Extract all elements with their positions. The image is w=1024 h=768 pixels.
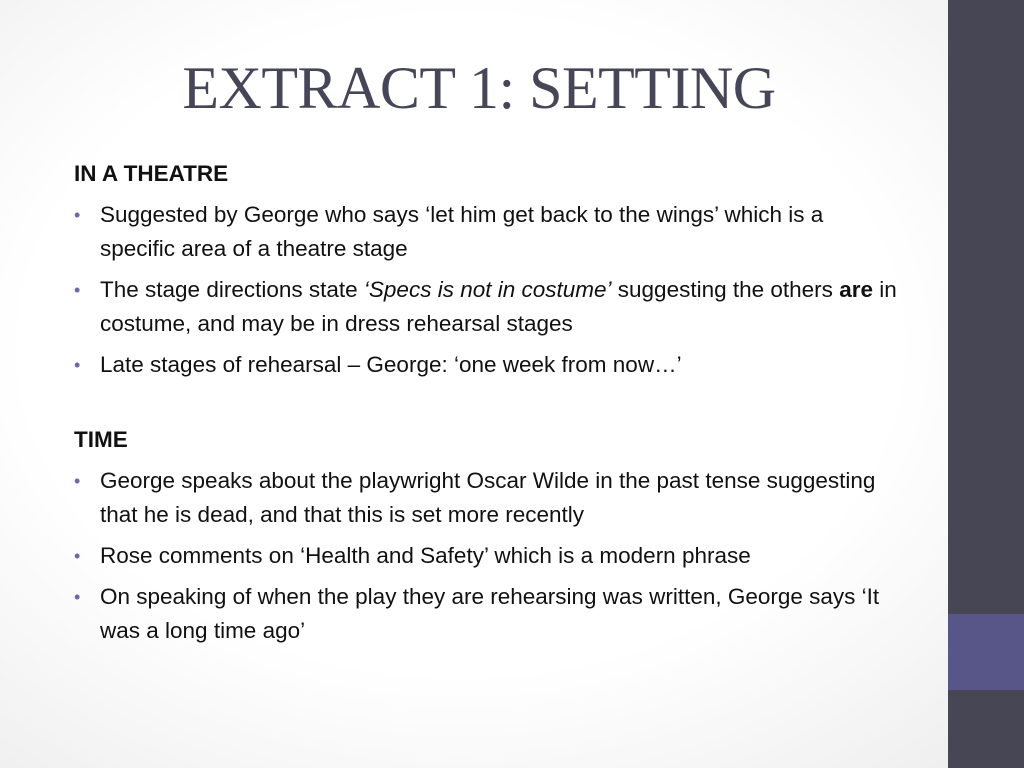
bullet-icon: • <box>74 546 81 566</box>
bullet-icon: • <box>74 587 81 607</box>
slide-title: EXTRACT 1: SETTING <box>182 55 776 121</box>
list-item <box>74 198 904 266</box>
bullet-text: Rose comments on ‘Health and Safety’ which is a modern phrase <box>100 543 751 568</box>
bullet-list-time <box>74 464 904 648</box>
list-item <box>74 580 904 648</box>
bullet-text-mid: suggesting the others <box>611 277 840 302</box>
sidebar-accent-block <box>948 614 1024 690</box>
bullet-text: Late stages of rehearsal – George: ‘one week from now…’ <box>100 352 682 377</box>
section-spacer <box>74 389 904 423</box>
section-heading-time: TIME <box>74 427 128 452</box>
list-item <box>74 273 904 341</box>
bullet-list-theatre <box>74 198 904 382</box>
bullet-icon: • <box>74 205 81 225</box>
list-item <box>74 464 904 532</box>
section-heading-theatre: IN A THEATRE <box>74 161 229 186</box>
bullet-text: George speaks about the playwright Oscar Wilde in the past tense suggesting that he is dead, and that this is set more recently <box>100 468 876 527</box>
bullet-text: On speaking of when the play they are rehearsing was written, George says ‘It was a long time ago’ <box>100 584 880 643</box>
slide-content <box>74 157 904 655</box>
bullet-icon: • <box>74 355 81 375</box>
bullet-icon: • <box>74 280 81 300</box>
bullet-text: Suggested by George who says ‘let him get back to the wings’ which is a specific area of a theatre stage <box>100 202 824 261</box>
bold-emphasis: are <box>839 277 873 302</box>
bullet-text-end: in costume, and may be in dress rehearsal stages <box>100 277 897 336</box>
list-item <box>74 348 904 382</box>
italic-quote: ‘Specs is not in costume’ <box>363 277 612 302</box>
bullet-icon: • <box>74 471 81 491</box>
list-item <box>74 539 904 573</box>
bullet-text-start: The stage directions state <box>100 277 364 302</box>
